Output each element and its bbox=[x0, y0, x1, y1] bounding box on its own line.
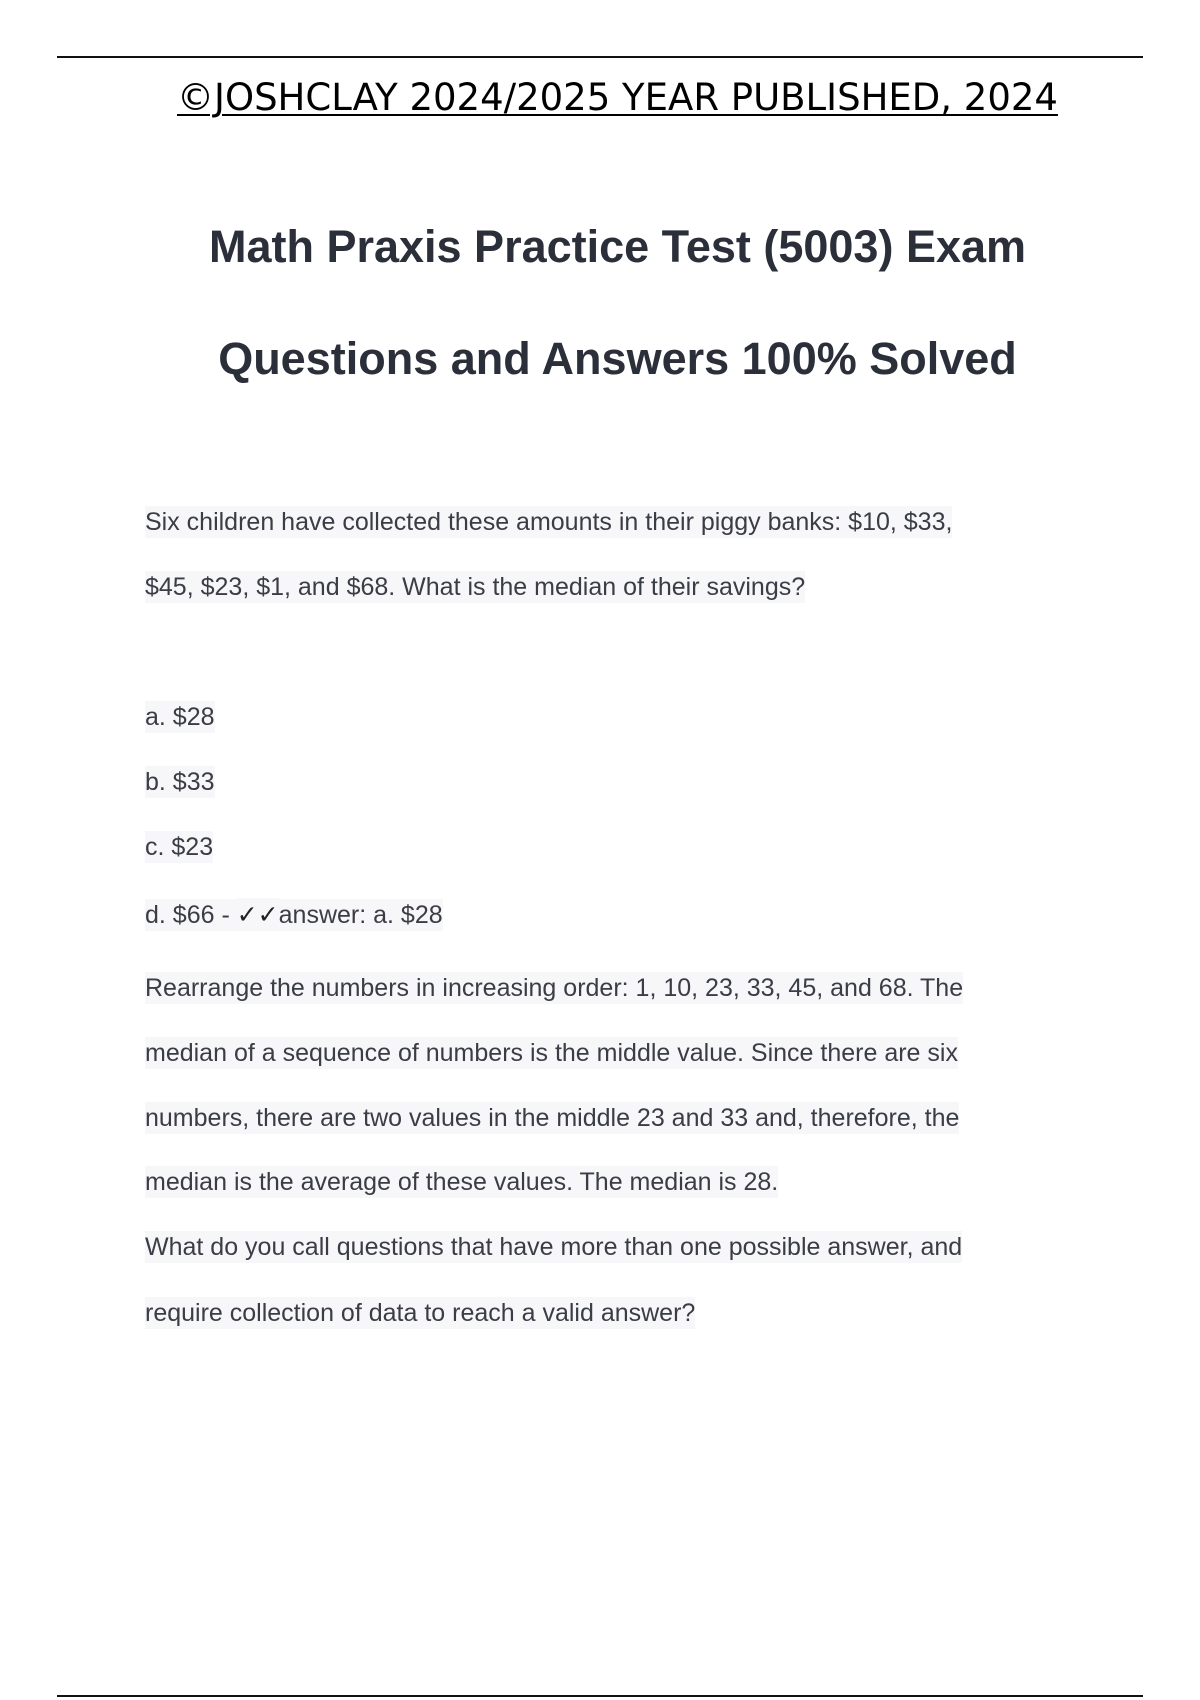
question-2-text-1: What do you call questions that have more than one possible answer, and bbox=[145, 1233, 963, 1261]
option-a-text: a. $28 bbox=[145, 703, 215, 731]
document-title-line-2: Questions and Answers 100% Solved bbox=[218, 333, 1017, 384]
option-c-text: c. $23 bbox=[145, 833, 214, 861]
option-d bbox=[145, 902, 443, 928]
explanation-line-3 bbox=[145, 1106, 959, 1131]
question-2-text-2: require collection of data to reach a valid answer? bbox=[145, 1299, 696, 1327]
question-2-line-2 bbox=[145, 1301, 695, 1326]
question-1-line-2 bbox=[145, 575, 805, 600]
option-b bbox=[145, 770, 215, 795]
top-rule bbox=[57, 56, 1143, 58]
explanation-line-1 bbox=[145, 976, 963, 1001]
explanation-text-2: median of a sequence of numbers is the middle value. Since there are six bbox=[145, 1039, 958, 1067]
option-b-text: b. $33 bbox=[145, 768, 215, 796]
explanation-text-1: Rearrange the numbers in increasing order: 1, 10, 23, 33, 45, and 68. The bbox=[145, 974, 964, 1002]
checkmark-icon: ✓✓ bbox=[236, 900, 279, 929]
answer-text: answer: a. $28 bbox=[278, 901, 443, 929]
document-title-line-1: Math Praxis Practice Test (5003) Exam bbox=[208, 221, 1027, 272]
option-a bbox=[145, 705, 215, 730]
explanation-text-4: median is the average of these values. The median is 28. bbox=[145, 1168, 779, 1196]
question-1-text-1: Six children have collected these amounts in their piggy banks: $10, $33, bbox=[145, 508, 953, 536]
question-1-text-2: $45, $23, $1, and $68. What is the median of their savings? bbox=[145, 573, 806, 601]
copyright-header bbox=[0, 76, 1200, 120]
copyright-text: ©JOSHCLAY 2024/2025 YEAR PUBLISHED, 2024 bbox=[177, 76, 1058, 119]
explanation-line-2 bbox=[145, 1041, 958, 1066]
question-1-line-1 bbox=[145, 510, 952, 535]
option-c bbox=[145, 835, 213, 860]
option-d-text: d. $66 - bbox=[145, 901, 237, 929]
explanation-text-3: numbers, there are two values in the middle 23 and 33 and, therefore, the bbox=[145, 1104, 960, 1132]
explanation-line-4 bbox=[145, 1170, 778, 1195]
bottom-rule bbox=[57, 1695, 1143, 1697]
question-2-line-1 bbox=[145, 1235, 962, 1260]
